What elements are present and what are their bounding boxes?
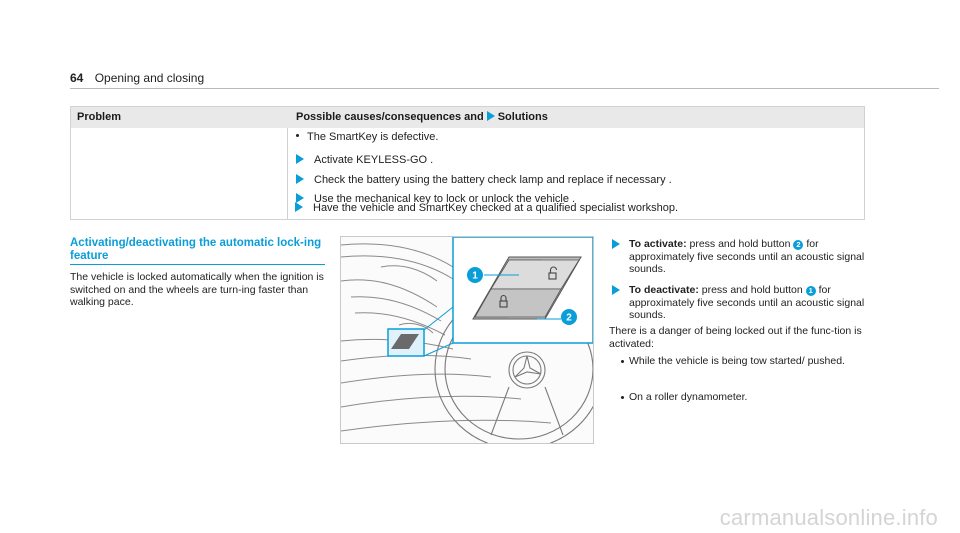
section-heading: Activating/deactivating the automatic lock-ing feature	[70, 237, 322, 262]
causes-header-prefix: Possible causes/consequences and	[296, 111, 484, 123]
table-step	[296, 154, 433, 166]
header-divider	[70, 88, 939, 89]
section-body: The vehicle is locked automatically when the ignition is switched on and the wheels are turn-ing faster than walking pace.	[70, 271, 324, 308]
button-2-badge: 2	[793, 240, 803, 250]
callout-2	[561, 309, 577, 325]
deactivate-label: To deactivate:	[629, 284, 699, 296]
page-section-title: Opening and closing	[94, 71, 205, 85]
bullet-icon	[296, 134, 299, 137]
table-column-divider	[287, 128, 288, 220]
step-arrow-icon	[295, 202, 303, 212]
step-arrow-icon	[612, 239, 620, 249]
deactivate-text-2: for approximately five seconds until an acoustic signal sounds.	[629, 284, 865, 321]
column-header-causes	[296, 111, 548, 123]
table-cause-row	[296, 131, 438, 143]
column-header-problem: Problem	[77, 111, 122, 123]
step-text: Have the vehicle and SmartKey checked at a qualified specialist workshop.	[313, 202, 679, 214]
deactivate-text-1: press and hold button	[701, 284, 803, 296]
page-number: 64	[70, 71, 84, 85]
callout-2-label: 2	[566, 312, 572, 324]
solution-arrow-icon	[487, 111, 495, 121]
activate-text-2: for approximately five seconds until an acoustic signal sounds.	[629, 238, 865, 275]
step-text: Activate KEYLESS-GO .	[314, 154, 434, 166]
causes-header-suffix: Solutions	[497, 111, 548, 123]
step-text: Use the mechanical key to lock or unlock the vehicle .	[314, 193, 576, 205]
page-header	[70, 71, 204, 85]
section-heading-rule	[70, 264, 325, 265]
activate-text-1: press and hold button	[689, 238, 791, 250]
table-step	[295, 202, 678, 214]
warning-text: There is a danger of being locked out if the func-tion is activated:	[609, 325, 862, 350]
step-arrow-icon	[296, 154, 304, 164]
table-step	[296, 174, 672, 186]
button-1-badge: 1	[806, 286, 816, 296]
watermark: carmanualsonline.info	[719, 505, 938, 530]
condition-text: While the vehicle is being tow started/ pushed.	[629, 355, 845, 367]
callout-1-label: 1	[472, 270, 478, 282]
activate-label: To activate:	[629, 238, 687, 250]
bullet-icon	[621, 360, 624, 363]
door-panel-drawing	[341, 237, 593, 443]
table-header-row	[71, 107, 864, 128]
callout-1	[467, 267, 483, 283]
step-text: Check the battery using the battery check lamp and replace if necessary .	[314, 174, 672, 186]
condition-text: On a roller dynamometer.	[629, 391, 748, 403]
door-lock-illustration	[340, 236, 594, 444]
step-arrow-icon	[612, 285, 620, 295]
step-arrow-icon	[296, 174, 304, 184]
activate-text	[629, 238, 869, 276]
cause-text: The SmartKey is defective.	[307, 131, 439, 143]
deactivate-text	[629, 284, 869, 322]
bullet-icon	[621, 396, 624, 399]
